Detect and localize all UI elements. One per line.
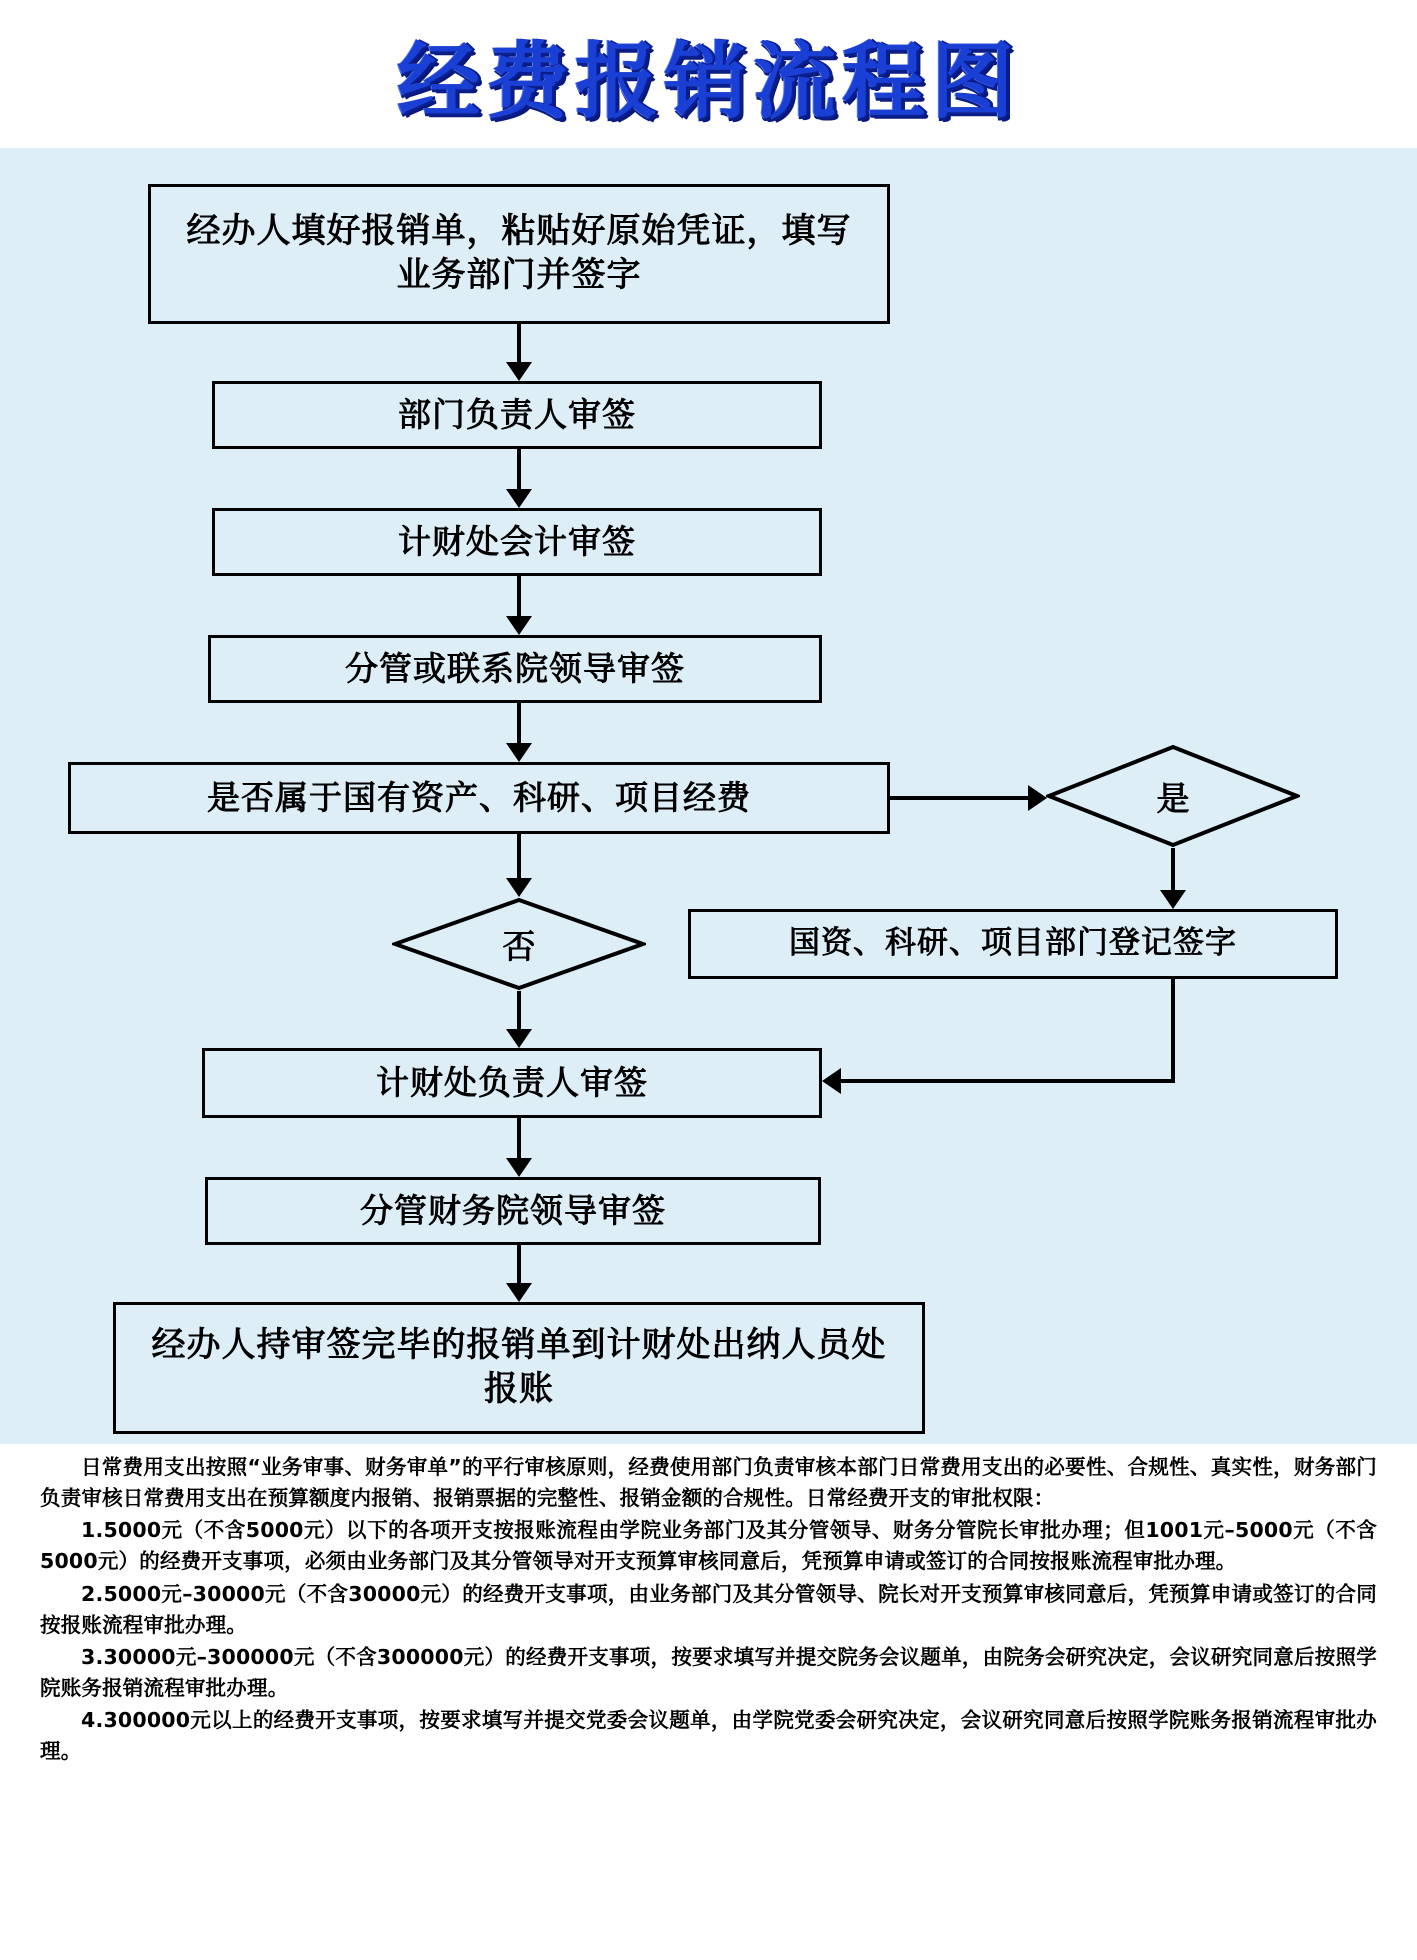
flow-node-cashier-reimburse — [113, 1302, 925, 1434]
arrow-registration-finance-head — [822, 1068, 841, 1094]
connector-5-yes — [890, 796, 1040, 800]
arrow-5-no — [506, 878, 532, 897]
flow-node-label: 经办人填好报销单，粘贴好原始凭证，填写业务部门并签字 — [186, 211, 852, 295]
arrow-1-2 — [506, 362, 532, 381]
flow-node-vice-president-sign — [208, 635, 822, 703]
flow-node-label: 计财处会计审签 — [398, 521, 636, 561]
arrow-3-4 — [506, 616, 532, 635]
arrow-no-finance-head — [506, 1029, 532, 1048]
flow-node-label: 国资、科研、项目部门登记签字 — [789, 925, 1237, 962]
flow-decision-yes-label: 是 — [1156, 778, 1190, 818]
flow-node-accountant-sign — [212, 508, 822, 576]
flow-node-finance-vice-president-sign — [205, 1177, 821, 1245]
flow-node-label: 经办人持审签完毕的报销单到计财处出纳人员处报账 — [151, 1325, 887, 1409]
flow-node-decision-question — [68, 762, 890, 834]
flow-decision-no — [392, 897, 646, 991]
note-paragraph: 3.30000元–300000元（不含300000元）的经费开支事项，按要求填写并提交院务会议题单，由院务会研究决定，会议研究同意后按照学院账务报销流程审批办理。 — [40, 1644, 1377, 1701]
arrow-7-8 — [506, 1158, 532, 1177]
flow-node-department-head-sign — [212, 381, 822, 449]
flow-node-label: 计财处负责人审签 — [376, 1062, 648, 1102]
flowchart-area — [0, 148, 1417, 1444]
page-title-band — [0, 0, 1417, 148]
note-paragraph: 1.5000元（不含5000元）以下的各项开支按报账流程由学院业务部门及其分管领导、财务分管院长审批办理；但1001元–5000元（不含5000元）的经费开支事项，必须由业务部门及其分管领导对开支预算审核同意后，凭预算申请或签订的合同按报账流程审批办理。 — [40, 1518, 1377, 1574]
page-title: 经费报销流程图 — [397, 33, 1020, 130]
flow-decision-yes — [1046, 744, 1300, 848]
flow-node-fill-form — [148, 184, 890, 324]
arrow-4-5 — [506, 743, 532, 762]
note-paragraph: 2.5000元–30000元（不含30000元）的经费开支事项，由业务部门及其分管领导、院长对开支预算审核同意后，凭预算申请或签订的合同按报账流程审批办理。 — [40, 1581, 1377, 1637]
arrow-8-9 — [506, 1283, 532, 1302]
notes-section — [0, 1444, 1417, 1960]
flow-node-registration-sign — [688, 909, 1338, 979]
flow-node-label: 分管或联系院领导审签 — [345, 648, 685, 688]
flow-node-label: 是否属于国有资产、科研、项目经费 — [207, 777, 751, 817]
flow-node-finance-head-sign — [202, 1048, 822, 1118]
note-paragraph: 4.300000元以上的经费开支事项，按要求填写并提交党委会议题单，由学院党委会研究决定，会议研究同意后按照学院账务报销流程审批办理。 — [40, 1708, 1377, 1764]
flow-node-label: 分管财务院领导审签 — [360, 1190, 666, 1230]
connector-registration-left — [838, 1079, 1173, 1083]
arrow-5-yes — [1028, 785, 1047, 811]
flow-node-label: 部门负责人审签 — [398, 394, 636, 434]
flow-decision-no-label: 否 — [502, 926, 536, 966]
note-paragraph: 日常费用支出按照“业务审事、财务审单”的平行审核原则，经费使用部门负责审核本部门日常费用支出的必要性、合规性、真实性，财务部门负责审核日常费用支出在预算额度内报销、报销票据的完整性、报销金额的合规性。日常经费开支的审批权限： — [40, 1455, 1377, 1511]
arrow-yes-registration — [1160, 890, 1186, 909]
connector-registration-down — [1171, 979, 1175, 1083]
arrow-2-3 — [506, 489, 532, 508]
